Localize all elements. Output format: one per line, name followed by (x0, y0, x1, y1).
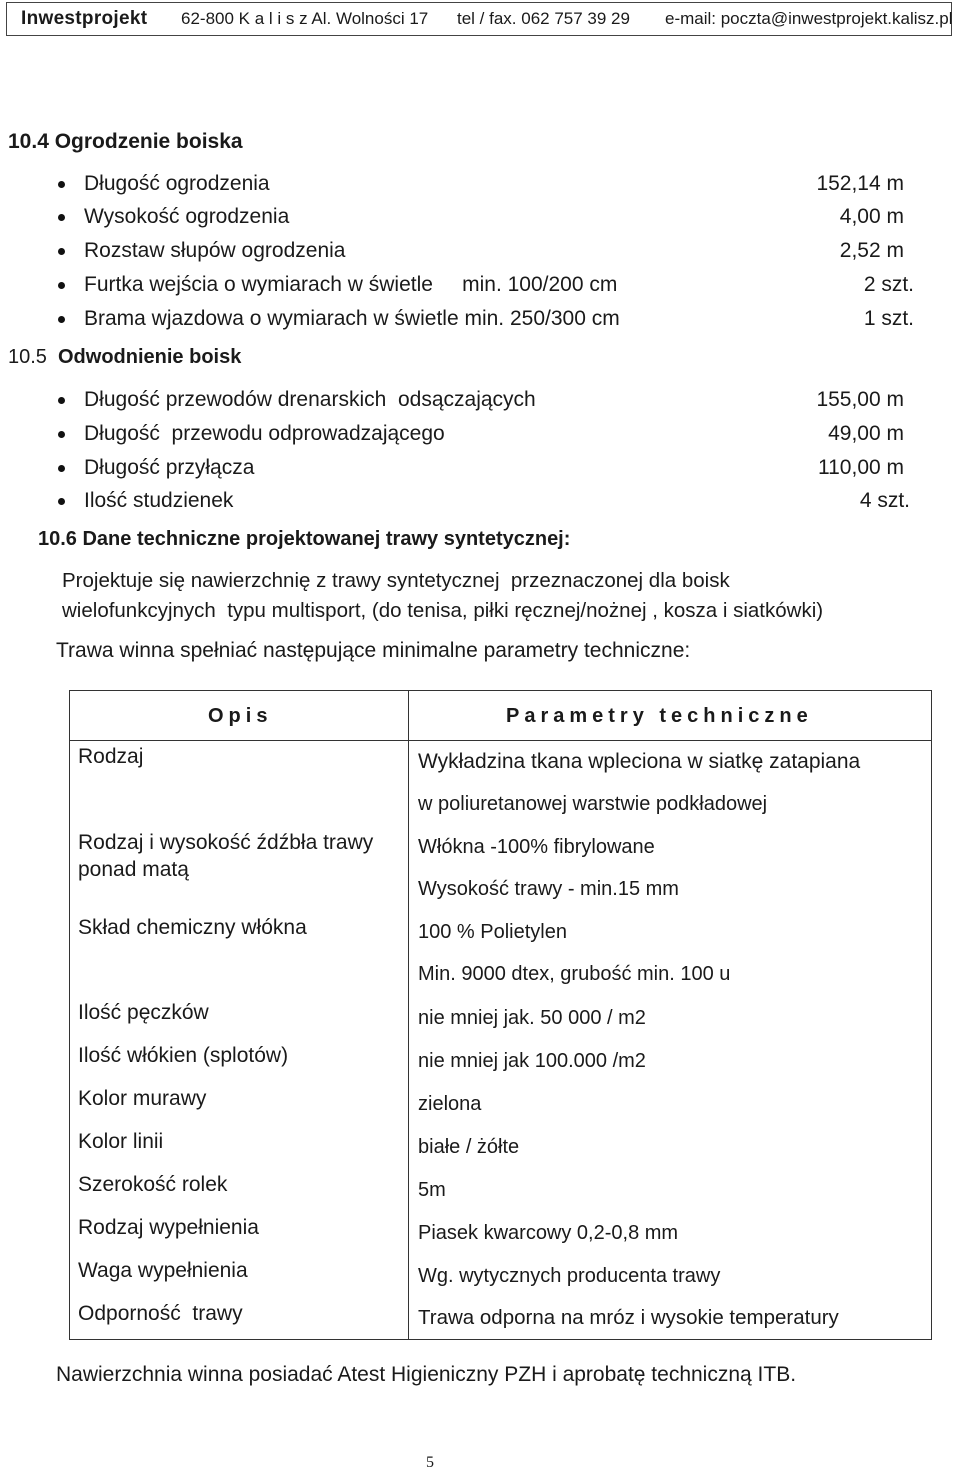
bullet-icon (58, 316, 65, 323)
list-item-value: 152,14 m (816, 172, 904, 195)
bullet-icon (58, 431, 65, 438)
list-item-value: 155,00 m (816, 388, 904, 411)
paragraph-line: Projektuje się nawierzchnię z trawy syntetycznej przeznaczonej dla boisk (62, 569, 730, 592)
company-name: Inwestprojekt (21, 8, 148, 29)
table-cell-parameter: białe / żółte (418, 1136, 520, 1158)
table-cell-parameter: Wykładzina tkana wpleciona w siatkę zatapiana (418, 750, 861, 773)
paragraph-line: wielofunkcyjnych typu multisport, (do tenisa, piłki ręcznej/nożnej , kosza i siatkówki) (62, 599, 824, 622)
bullet-icon (58, 282, 65, 289)
table-cell-description: Odporność trawy (78, 1302, 243, 1325)
list-item-label: Długość ogrodzenia (84, 172, 270, 195)
list-item-value: 2,52 m (839, 239, 904, 262)
table-header-description: Opis (208, 705, 273, 727)
table-cell-description: Ilość pęczków (78, 1001, 209, 1024)
list-item-label: Długość przewodu odprowadzającego (84, 422, 445, 445)
table-cell-description: Szerokość rolek (78, 1173, 228, 1196)
table-cell-parameter: nie mniej jak 100.000 /m2 (418, 1050, 646, 1072)
list-item-value: 110,00 m (818, 456, 904, 479)
table-cell-description: Skład chemiczny włókna (78, 916, 307, 939)
bullet-icon (58, 397, 65, 404)
table-cell-parameter: Wg. wytycznych producenta trawy (418, 1265, 721, 1287)
table-cell-description: Rodzaj (78, 745, 144, 768)
table-cell-parameter: Min. 9000 dtex, grubość min. 100 u (418, 963, 731, 985)
bullet-icon (58, 214, 65, 221)
page-number: 5 (426, 1454, 434, 1471)
list-item-label: Ilość studzienek (84, 489, 234, 512)
table-cell-parameter: Piasek kwarcowy 0,2-0,8 mm (418, 1222, 679, 1244)
letterhead (6, 2, 952, 36)
table-cell-parameter: w poliuretanowej warstwie podkładowej (418, 793, 768, 815)
certification-note: Nawierzchnia winna posiadać Atest Higieniczny PZH i aprobatę techniczną ITB. (56, 1363, 797, 1386)
list-item-label: Długość przewodów drenarskich odsączających (84, 388, 536, 411)
company-email: e-mail: poczta@inwestprojekt.kalisz.pl (665, 9, 953, 28)
table-header-parameters: Parametry techniczne (506, 705, 813, 727)
list-item-label: Brama wjazdowa o wymiarach w świetle min. 250/300 cm (84, 307, 620, 330)
list-item-label: Długość przyłącza (84, 456, 255, 479)
table-cell-parameter: zielona (418, 1093, 482, 1115)
table-cell-parameter: Wysokość trawy - min.15 mm (418, 878, 679, 900)
list-item-value: 2 szt. (863, 273, 914, 296)
table-cell-description: Ilość włókien (splotów) (78, 1044, 289, 1067)
list-item-value: 1 szt. (863, 307, 914, 330)
table-cell-parameter: nie mniej jak. 50 000 / m2 (418, 1007, 646, 1029)
list-item-label: Rozstaw słupów ogrodzenia (84, 239, 346, 262)
section-10-4-title: 10.4 Ogrodzenie boiska (8, 130, 243, 153)
table-cell-parameter: Włókna -100% fibrylowane (418, 836, 655, 858)
table-cell-description: Waga wypełnienia (78, 1259, 248, 1282)
table-cell-description: Rodzaj i wysokość źdźbła trawy (78, 831, 374, 854)
table-cell-description: Rodzaj wypełnienia (78, 1216, 259, 1239)
table-cell-description: Kolor murawy (78, 1087, 207, 1110)
list-item-label: Wysokość ogrodzenia (84, 205, 290, 228)
list-item-value: 49,00 m (828, 422, 904, 445)
list-item-value: 4 szt. (859, 489, 910, 512)
table-cell-parameter: 100 % Polietylen (418, 921, 567, 943)
bullet-icon (58, 498, 65, 505)
table-column-divider (408, 690, 409, 1340)
bullet-icon (58, 465, 65, 472)
table-cell-parameter: 5m (418, 1179, 446, 1201)
table-header-divider (69, 740, 932, 741)
bullet-icon (58, 248, 65, 255)
table-cell-parameter: Trawa odporna na mróz i wysokie temperatury (418, 1306, 839, 1329)
list-item-label: Furtka wejścia o wymiarach w świetle min. 100/200 cm (84, 273, 618, 296)
table-cell-description: Kolor linii (78, 1130, 164, 1153)
section-10-5-number: 10.5 (8, 346, 47, 368)
list-item-value: 4,00 m (839, 205, 904, 228)
company-phone: tel / fax. 062 757 39 29 (457, 9, 630, 28)
table-cell-description: ponad matą (78, 858, 189, 881)
section-10-6-title: 10.6 Dane techniczne projektowanej trawy syntetycznej: (38, 528, 571, 550)
paragraph-requirements: Trawa winna spełniać następujące minimalne parametry techniczne: (56, 639, 691, 662)
bullet-icon (58, 181, 65, 188)
section-10-5-title: Odwodnienie boisk (58, 346, 242, 368)
company-address: 62-800 K a l i s z Al. Wolności 17 (181, 9, 429, 28)
